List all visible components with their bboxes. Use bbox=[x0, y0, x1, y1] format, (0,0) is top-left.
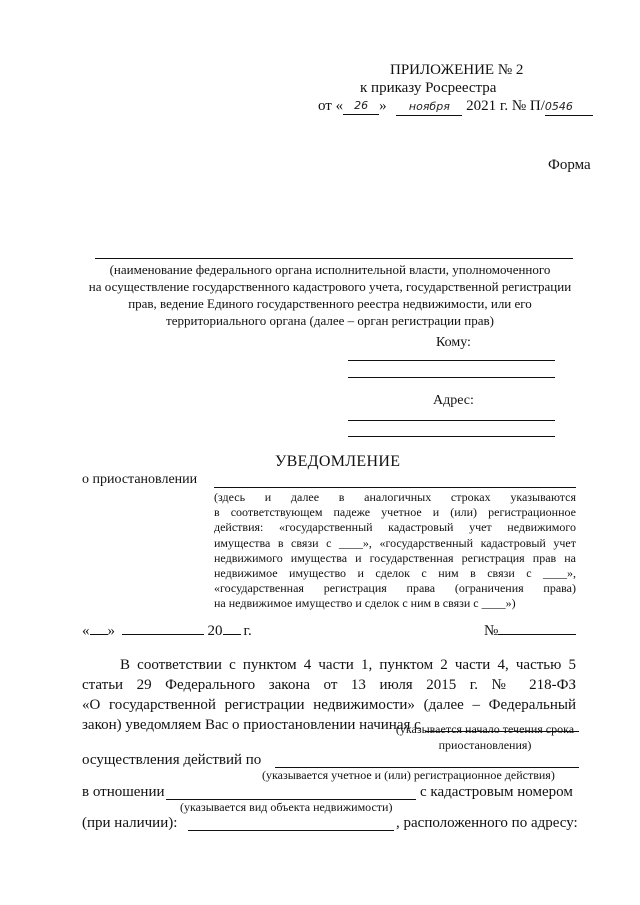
order-date-line bbox=[318, 98, 593, 116]
actions-prefix: осуществления действий по bbox=[82, 752, 262, 768]
suspension-prefix: о приостановлении bbox=[82, 472, 198, 487]
open-quote: « bbox=[82, 623, 90, 639]
relation-prefix: в отношении bbox=[82, 784, 165, 800]
cadastral-number-line bbox=[188, 830, 394, 831]
authority-caption-line: (наименование федерального органа исполнительной власти, уполномоченного bbox=[109, 262, 551, 277]
suspension-note-line: (здесь и далее в аналогичных строках указываются bbox=[214, 490, 576, 504]
year-suffix: г. bbox=[243, 623, 252, 639]
if-any-prefix: (при наличии): bbox=[82, 815, 178, 831]
address-line bbox=[348, 420, 555, 421]
start-caption-line: (указывается начало течения срока bbox=[395, 722, 575, 736]
address-label: Адрес: bbox=[433, 393, 474, 408]
date-mid: » bbox=[379, 98, 387, 114]
authority-name-line bbox=[95, 258, 573, 259]
number-blank bbox=[484, 623, 576, 640]
order-number: 0546 bbox=[544, 100, 573, 113]
date-day: 26 bbox=[354, 99, 369, 112]
form-label: Форма bbox=[548, 157, 591, 173]
body-line: «О государственной регистрации недвижимости» (далее – Федеральный bbox=[82, 697, 576, 713]
authority-caption-line: прав, ведение Единого государственного реестра недвижимости, или его bbox=[128, 296, 532, 311]
date-month: ноября bbox=[408, 100, 450, 113]
authority-caption bbox=[60, 261, 600, 329]
cadastral-suffix: с кадастровым номером bbox=[420, 784, 573, 800]
body-line: В соответствии с пунктом 4 части 1, пунктом 2 части 4, частью 5 bbox=[120, 657, 576, 673]
object-caption: (указывается вид объекта недвижимости) bbox=[180, 800, 393, 814]
start-caption bbox=[380, 721, 590, 753]
century: 20 bbox=[207, 623, 223, 639]
document-title: УВЕДОМЛЕНИЕ bbox=[275, 453, 401, 470]
start-caption-line: приостановления) bbox=[438, 738, 532, 752]
close-quote: » bbox=[107, 623, 115, 639]
body-line: статьи 29 Федерального закона от 13 июля 2015 г. № 218-ФЗ bbox=[82, 677, 576, 693]
authority-caption-line: территориального органа (далее – орган регистрации прав) bbox=[166, 313, 494, 328]
suspension-note-line: действия: «государственный кадастровый учет недвижимого bbox=[214, 520, 576, 535]
suspension-note-line: в соответствующем падеже учетное и (или) регистрационное bbox=[214, 505, 576, 520]
order-reference: к приказу Росреестра bbox=[360, 80, 497, 96]
date-blank bbox=[82, 623, 252, 640]
suspension-note-line: «государственная регистрация права (ограничения права) bbox=[214, 581, 576, 596]
recipient-line bbox=[348, 360, 555, 361]
appendix-title: ПРИЛОЖЕНИЕ № 2 bbox=[390, 62, 524, 78]
number-sign: № bbox=[484, 623, 499, 639]
authority-caption-line: на осуществление государственного кадастрового учета, государственной регистрации bbox=[88, 279, 572, 294]
address-line bbox=[348, 436, 555, 437]
date-prefix: от « bbox=[318, 98, 344, 114]
located-suffix: , расположенного по адресу: bbox=[396, 815, 578, 831]
suspension-note-line: недвижимого имущества и государственная регистрация прав на bbox=[214, 550, 576, 565]
suspension-note-line: недвижимое имущество и сделок с ним в связи с ____», bbox=[214, 566, 576, 581]
body-line: закон) уведомляем Вас о приостановлении начиная с bbox=[82, 717, 421, 733]
suspension-note-line: имущества в связи с ____», «государственный кадастровый учет bbox=[214, 535, 576, 550]
suspension-line bbox=[214, 487, 576, 488]
actions-caption: (указывается учетное и (или) регистрационное действия) bbox=[262, 768, 555, 782]
suspension-note bbox=[214, 490, 576, 612]
to-label: Кому: bbox=[436, 335, 471, 350]
suspension-note-line: на недвижимое имущество и сделок с ним в связи с ____») bbox=[214, 596, 516, 611]
date-year-part: 2021 г. № П/ bbox=[466, 98, 545, 114]
recipient-line bbox=[348, 377, 555, 378]
